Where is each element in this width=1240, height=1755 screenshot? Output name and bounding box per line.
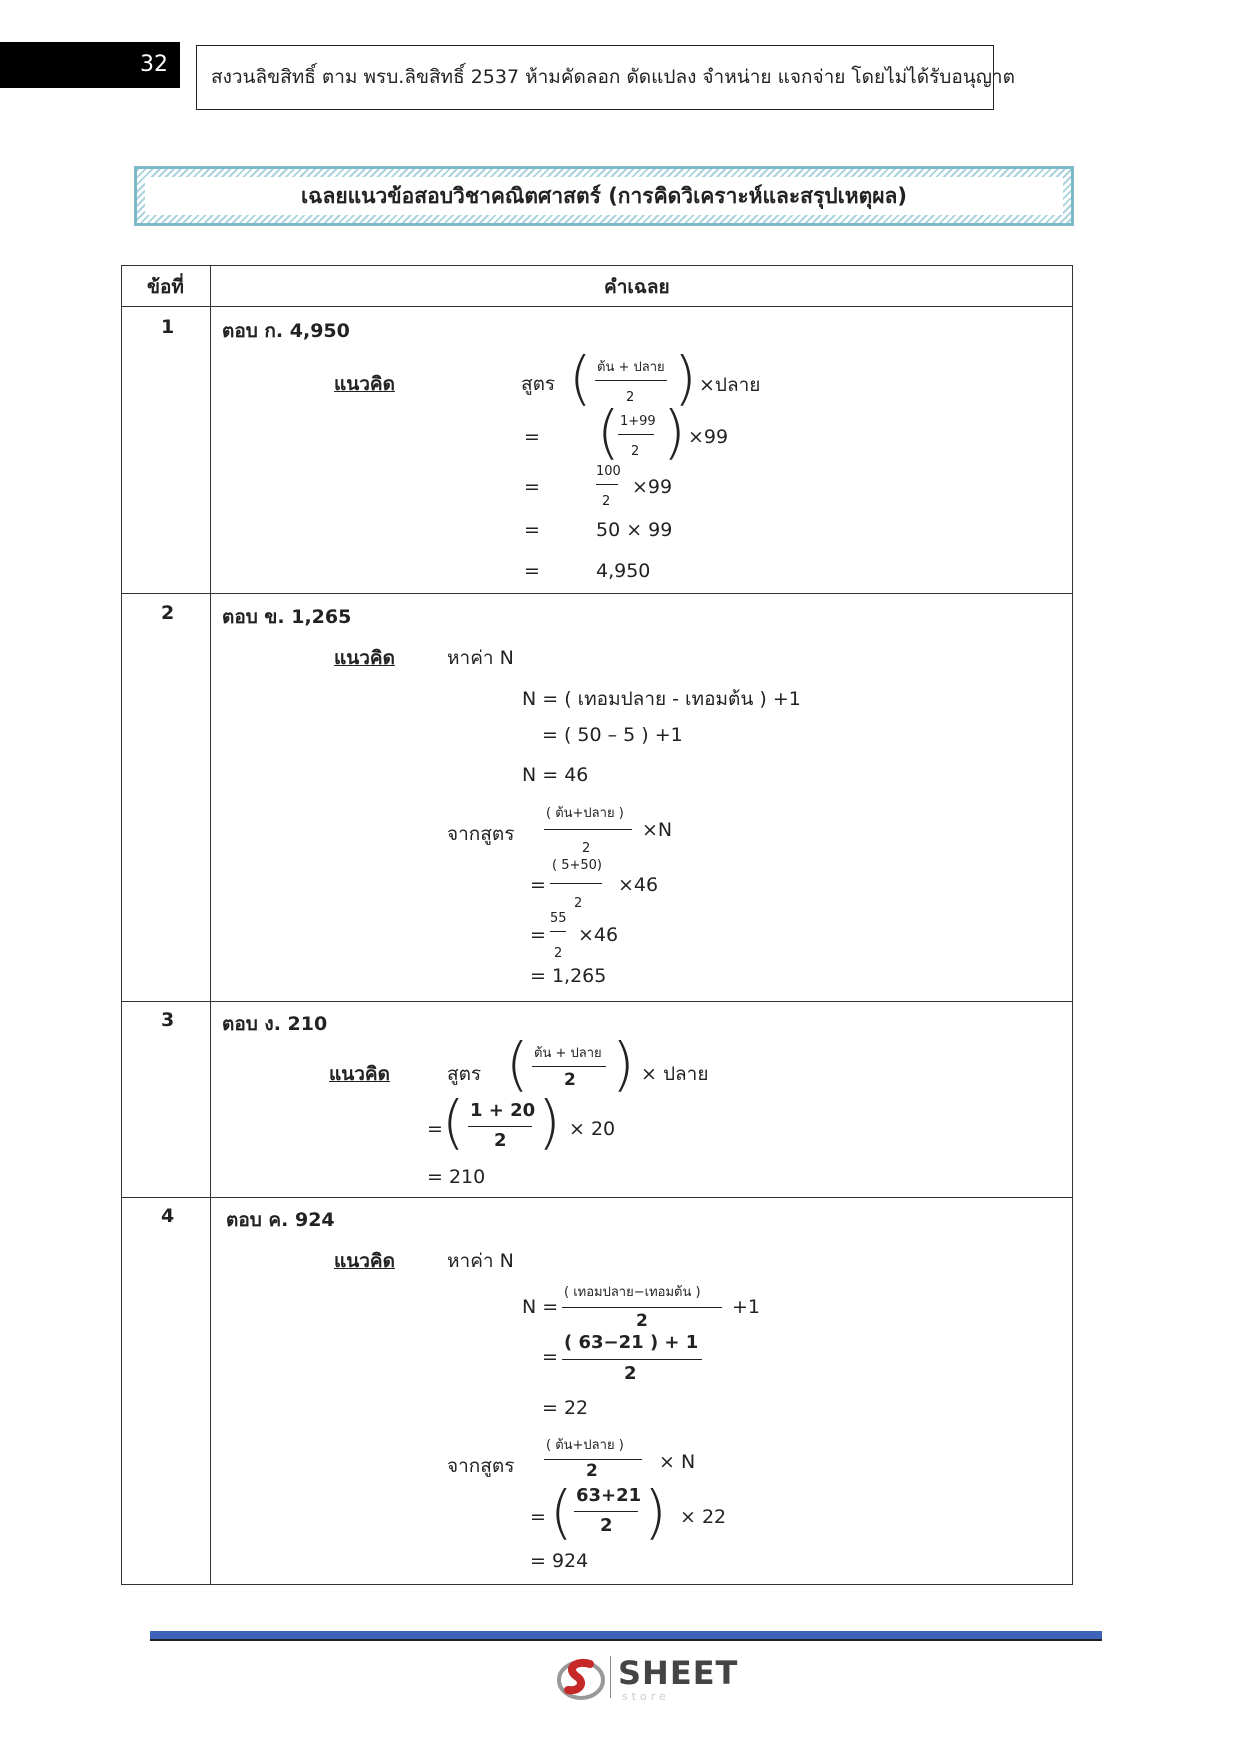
equals-sign: = [542,1346,558,1368]
formula-tail: × ปลาย [641,1063,709,1085]
final-result: = 210 [427,1166,486,1188]
equals-sign: = [524,476,540,498]
equals-sign: = [427,1118,443,1140]
concept-label: แนวคิด [334,647,395,669]
copyright-notice: สงวนลิขสิทธิ์ ตาม พรบ.ลิขสิทธิ์ 2537 ห้ามคัดลอก ดัดแปลง จำหน่าย แจกจ่าย โดยไม่ได้รับอนุญาต [211,66,1015,88]
n-formula: N = ( เทอมปลาย - เทอมต้น ) +1 [522,688,801,710]
right-paren: ) [612,1030,635,1098]
fraction-numerator: ( ต้น+ปลาย ) [546,1438,624,1453]
fraction-numerator: ต้น + ปลาย [597,360,665,375]
fraction-denominator: 2 [600,1515,613,1536]
formula-tail: ×ปลาย [699,374,761,396]
n-result: N = 46 [522,764,589,786]
n-lhs: N = [522,1296,559,1318]
col-header-answer: คำเฉลย [604,276,670,298]
fraction-numerator: ต้น + ปลาย [534,1046,602,1061]
question-number: 4 [161,1205,175,1227]
find-n-label: หาค่า N [447,647,514,669]
fraction-bar [532,1066,606,1067]
step-tail: ×46 [618,874,659,896]
fraction-bar [562,1307,722,1308]
fraction-denominator: 2 [494,1130,507,1151]
copyright-notice-box [196,45,1015,110]
fraction-denominator: 2 [574,896,583,911]
fraction-bar [618,434,654,435]
row-divider [122,1197,1072,1198]
formula-label: สูตร [521,373,556,395]
final-result: = 924 [530,1550,589,1572]
fraction-numerator: 1+99 [620,414,656,429]
question-number: 2 [161,602,175,624]
fraction-numerator: ( 5+50) [552,858,602,873]
title-banner [134,166,1074,226]
left-paren: ( [597,398,620,466]
right-paren: ) [538,1088,561,1156]
left-paren: ( [442,1088,465,1156]
fraction-denominator: 2 [586,1461,598,1481]
fraction-bar [562,1359,702,1360]
right-paren: ) [663,398,686,466]
step-tail: ×99 [632,476,673,498]
sheet-store-logo-icon [556,1652,606,1702]
n-result: = 22 [542,1397,589,1419]
concept-label: แนวคิด [329,1063,390,1085]
fraction-numerator: 63+21 [576,1485,642,1506]
question-number: 3 [161,1009,175,1031]
from-formula-label: จากสูตร [447,823,515,845]
fraction-bar [595,380,667,381]
answer-table [121,265,1073,1585]
concept-label: แนวคิด [334,1250,395,1272]
formula-label: สูตร [447,1063,482,1085]
fraction-denominator: 2 [564,1070,576,1090]
step-tail: × 20 [569,1118,616,1140]
row-divider [122,593,1072,594]
answer-line: ตอบ ง. 210 [222,1013,328,1035]
logo-text: SHEET [618,1654,739,1692]
fraction-denominator: 2 [554,946,563,961]
fraction-bar [544,1459,642,1460]
equals-sign: = [524,560,540,582]
equals-sign: = [530,874,546,896]
step-value: 4,950 [596,560,651,582]
n-substitution: = ( 50 – 5 ) +1 [542,724,683,746]
answer-line: ตอบ ค. 924 [226,1209,335,1231]
step-tail: × 22 [680,1506,727,1528]
page-title: เฉลยแนวข้อสอบวิชาคณิตศาสตร์ (การคิดวิเคราะห์และสรุปเหตุผล) [145,177,1063,215]
footer-divider-bar [150,1631,1102,1641]
step-tail: ×46 [578,924,619,946]
right-paren: ) [644,1478,667,1546]
answer-line: ตอบ ก. 4,950 [222,320,350,342]
col-header-no: ข้อที่ [147,276,184,298]
fraction-numerator: ( เทอมปลาย−เทอมต้น ) [564,1285,701,1300]
from-formula-label: จากสูตร [447,1455,515,1477]
final-result: = 1,265 [530,965,607,987]
fraction-denominator: 2 [582,841,591,856]
step-value: 50 × 99 [596,519,673,541]
fraction-denominator: 2 [636,1311,648,1331]
fraction-bar [574,1511,638,1512]
equals-sign: = [524,426,540,448]
fraction-numerator: 100 [596,464,621,479]
fraction-numerator: ( ต้น+ปลาย ) [546,806,624,821]
concept-label: แนวคิด [334,373,395,395]
row-divider [122,1001,1072,1002]
formula-tail: +1 [732,1296,761,1318]
fraction-bar [550,931,566,932]
equals-sign: = [530,924,546,946]
fraction-denominator: 2 [602,494,611,509]
fraction-bar [550,883,602,884]
column-divider [210,266,211,1584]
page-number: 32 [140,52,168,77]
fraction-denominator: 2 [624,1363,637,1384]
left-paren: ( [506,1030,529,1098]
logo-divider [610,1656,611,1698]
fraction-numerator: ( 63−21 ) + 1 [564,1332,699,1353]
find-n-label: หาค่า N [447,1250,514,1272]
fraction-numerator: 55 [550,911,567,926]
right-paren: ) [674,344,697,412]
row-divider [122,306,1072,307]
equals-sign: = [524,519,540,541]
fraction-denominator: 2 [631,444,640,459]
answer-line: ตอบ ข. 1,265 [222,606,352,628]
left-paren: ( [569,344,592,412]
fraction-denominator: 2 [626,390,635,405]
logo-subtext: store [622,1690,670,1703]
equals-sign: = [530,1506,546,1528]
formula-tail: ×N [642,819,673,841]
fraction-bar [596,484,618,485]
fraction-numerator: 1 + 20 [470,1100,536,1121]
fraction-bar [544,829,632,830]
question-number: 1 [161,316,175,338]
step-tail: ×99 [688,426,729,448]
fraction-bar [468,1126,532,1127]
left-paren: ( [550,1478,573,1546]
formula-tail: × N [659,1451,696,1473]
page-number-box [0,42,180,88]
